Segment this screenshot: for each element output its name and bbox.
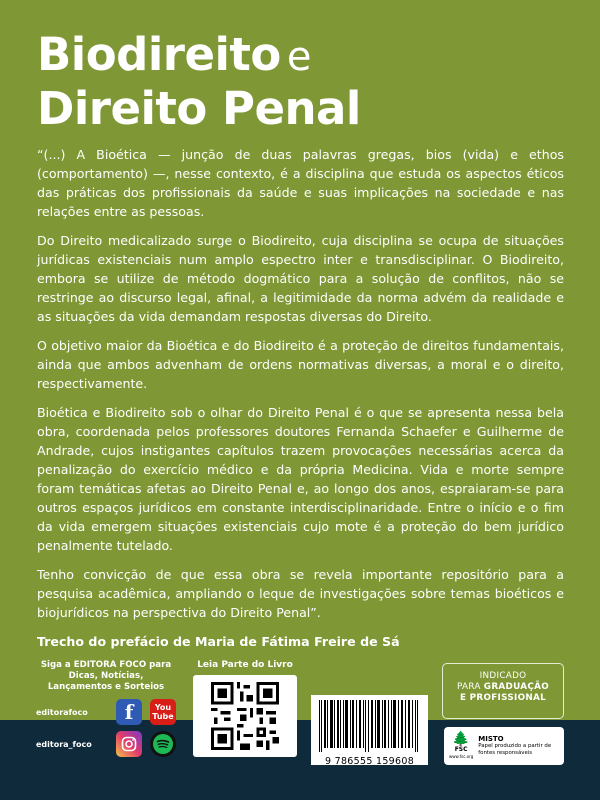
fsc-misto: MISTO bbox=[478, 734, 504, 743]
preface-attribution: Trecho do prefácio de Maria de Fátima Freire de Sá bbox=[37, 634, 400, 649]
social-follow-block bbox=[36, 660, 176, 757]
title-part1: Biodireito bbox=[37, 28, 281, 81]
qr-code-icon bbox=[210, 682, 280, 750]
paragraph: Tenho convicção de que essa obra se revela importante repositório para a pesquisa acadêmica, ampliando o leque de investigações sobre temas bioéticos e biojurídicos na perspectiva do Direito Penal”. bbox=[37, 567, 564, 620]
isbn-barcode bbox=[311, 695, 428, 765]
social-row-1 bbox=[36, 699, 176, 725]
barcode-icon bbox=[317, 700, 422, 752]
indication-badge: INDICADO PARA GRADUAÇÃO E PROFISSIONAL bbox=[442, 663, 564, 719]
title-connector: e bbox=[286, 34, 311, 80]
social-row-2 bbox=[36, 731, 176, 757]
fsc-logo: 🌲 FSC www.fsc.org bbox=[449, 731, 474, 759]
qr-code[interactable] bbox=[193, 675, 297, 757]
facebook-icon[interactable]: f bbox=[116, 699, 142, 725]
qr-label: Leia Parte do Livro bbox=[197, 660, 293, 670]
fsc-tree-icon: 🌲 bbox=[452, 731, 470, 747]
paragraph: Bioética e Biodireito sob o olhar do Direito Penal é o que se apresenta nessa bela obra, coordenada pelos professores doutores Fernanda Schaefer e Guilherme de Andrade, cujos instigantes capítulos trazem provocações necessárias acerca da penalização do exercício médico e da própria Medicina. Vida e morte sempre foram temáticas afetas ao Direito Penal e, ao longo dos anos, espraiaram-se para outros espaços jurídicos em constante interdisciplinaridade. Entre o início e o fim da vida emergem situações existenciais cujo mote é a proteção do bem jurídico penalmente tutelado. bbox=[37, 405, 564, 553]
social-handle-2: editora_foco bbox=[36, 739, 92, 749]
back-cover-text bbox=[37, 145, 564, 661]
book-title bbox=[37, 30, 361, 134]
qr-block bbox=[185, 660, 305, 757]
social-heading: Siga a EDITORA FOCO para Dicas, Notícias, Lançamentos e Sorteios bbox=[40, 660, 172, 692]
fsc-label bbox=[444, 727, 564, 765]
title-part2: Direito Penal bbox=[37, 82, 361, 135]
instagram-icon[interactable] bbox=[116, 731, 142, 757]
paragraph: Do Direito medicalizado surge o Biodireito, cuja disciplina se ocupa de situações jurídicas existenciais num amplo espectro inter e transdisciplinar. O Biodireito, embora se utilize de método dogmático para a solução de conflitos, não se restringe ao discurso legal, afinal, a legitimidade da norma advém da realidade e as situações da vida demandam respostas diversas do Direito. bbox=[37, 233, 564, 324]
isbn-number: 9 786555 159608 bbox=[324, 756, 415, 767]
paragraph: O objetivo maior da Bioética e do Biodireito é a proteção de direitos fundamentais, ainda que ambos advenham de ordens normativas diversas, a moral e o direito, respectivamente. bbox=[37, 338, 564, 391]
youtube-icon[interactable]: You Tube bbox=[150, 699, 176, 725]
spotify-icon[interactable] bbox=[150, 731, 176, 757]
social-handle-1: editorafoco bbox=[36, 707, 88, 717]
fsc-description: Papel produzido a partir de fontes responsáveis bbox=[478, 742, 552, 756]
paragraph: “(...) A Bioética — junção de duas palavras gregas, bios (vida) e ethos (comportamento) —, nesse contexto, é a disciplina que estuda os aspectos éticos das práticas dos profissionais da saúde e suas implicações na sociedade e nas relações entre as pessoas. bbox=[37, 147, 564, 219]
